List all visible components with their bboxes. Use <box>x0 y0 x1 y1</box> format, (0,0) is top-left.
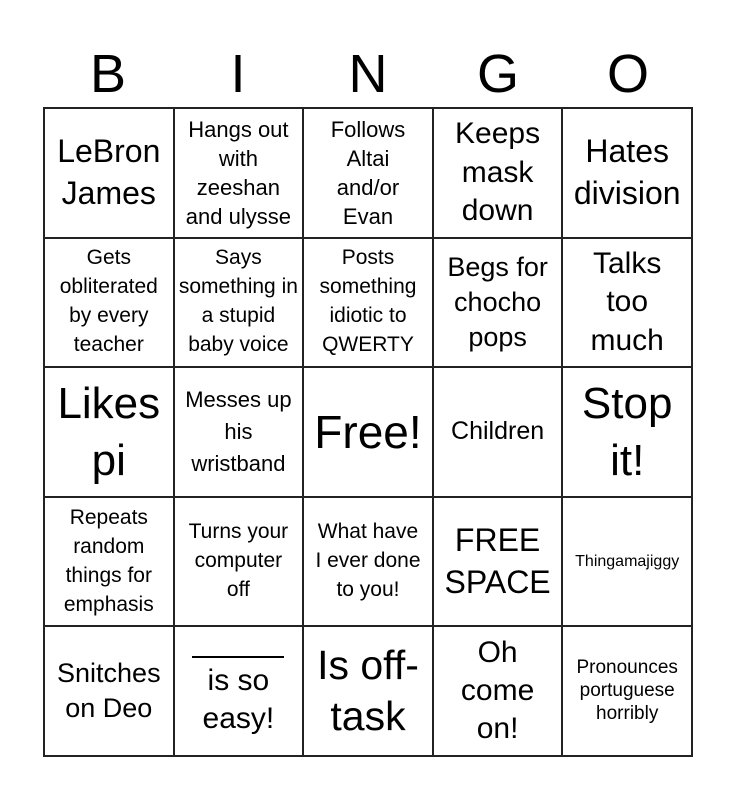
bingo-cell[interactable] <box>303 367 433 497</box>
bingo-cell[interactable] <box>44 626 174 756</box>
bingo-cell[interactable] <box>303 497 433 627</box>
header-letter-b: B <box>89 44 127 104</box>
bingo-header <box>43 40 693 108</box>
cell-text: Begs for chocho pops <box>447 251 548 352</box>
bingo-cell[interactable] <box>562 626 692 756</box>
cell-text: Keeps mask down <box>455 117 541 227</box>
cell-text: Pronounces portuguese horribly <box>576 657 678 724</box>
bingo-cell[interactable] <box>562 238 692 368</box>
cell-text: Thingamajiggy <box>575 553 680 570</box>
bingo-cell[interactable] <box>303 238 433 368</box>
bingo-cell[interactable] <box>433 626 563 756</box>
bingo-card <box>43 107 693 757</box>
cell-text: Oh come on! <box>460 635 535 746</box>
cell-text: Likes pi <box>57 378 161 485</box>
bingo-cell[interactable] <box>433 497 563 627</box>
cell-text: Stop it! <box>581 378 673 485</box>
cell-text: What have I ever done to you! <box>315 520 421 602</box>
cell-text: FREE SPACE <box>444 522 551 600</box>
bingo-cell[interactable] <box>562 497 692 627</box>
cell-text: Turns your computer off <box>188 520 289 602</box>
bingo-cell[interactable] <box>174 238 304 368</box>
bingo-cell[interactable] <box>562 108 692 238</box>
cell-text: LeBron James <box>57 133 161 211</box>
cell-text: Gets obliterated by every teacher <box>59 246 158 357</box>
cell-text: is so easy! <box>202 663 275 736</box>
header-letter-n: N <box>348 44 388 104</box>
bingo-cell[interactable] <box>44 367 174 497</box>
bingo-cell[interactable] <box>174 497 304 627</box>
cell-text: Hangs out with zeeshan and ulysse <box>185 116 291 229</box>
bingo-cell[interactable] <box>44 238 174 368</box>
cell-text: Hates division <box>573 133 681 211</box>
cell-text: Messes up his wristband <box>185 387 292 476</box>
cell-text: Children <box>451 417 545 446</box>
cell-text: Free! <box>314 405 422 458</box>
bingo-cell[interactable] <box>433 238 563 368</box>
cell-text: Snitches on Deo <box>57 658 161 724</box>
header-letter-i: I <box>230 44 246 104</box>
bingo-cell[interactable] <box>562 367 692 497</box>
cell-text: Says something in a stupid baby voice <box>178 246 298 357</box>
header-letter-o: O <box>606 44 649 104</box>
bingo-cell[interactable] <box>303 626 433 756</box>
bingo-cell[interactable] <box>303 108 433 238</box>
bingo-cell[interactable] <box>174 108 304 238</box>
cell-text: Posts something idiotic to QWERTY <box>319 246 417 357</box>
cell-text: Is off-task <box>317 641 419 740</box>
bingo-cell[interactable] <box>44 497 174 627</box>
bingo-cell[interactable] <box>433 367 563 497</box>
bingo-cell[interactable] <box>433 108 563 238</box>
bingo-cell[interactable] <box>44 108 174 238</box>
fill-in-blank <box>179 644 299 739</box>
header-letter-g: G <box>476 44 519 104</box>
bingo-cell[interactable] <box>174 626 304 756</box>
cell-text: Talks too much <box>590 246 664 357</box>
bingo-cell[interactable] <box>174 367 304 497</box>
cell-text: Follows Altai and/or Evan <box>330 116 406 229</box>
blank-line <box>192 644 284 658</box>
cell-text: Repeats random things for emphasis <box>63 505 154 616</box>
